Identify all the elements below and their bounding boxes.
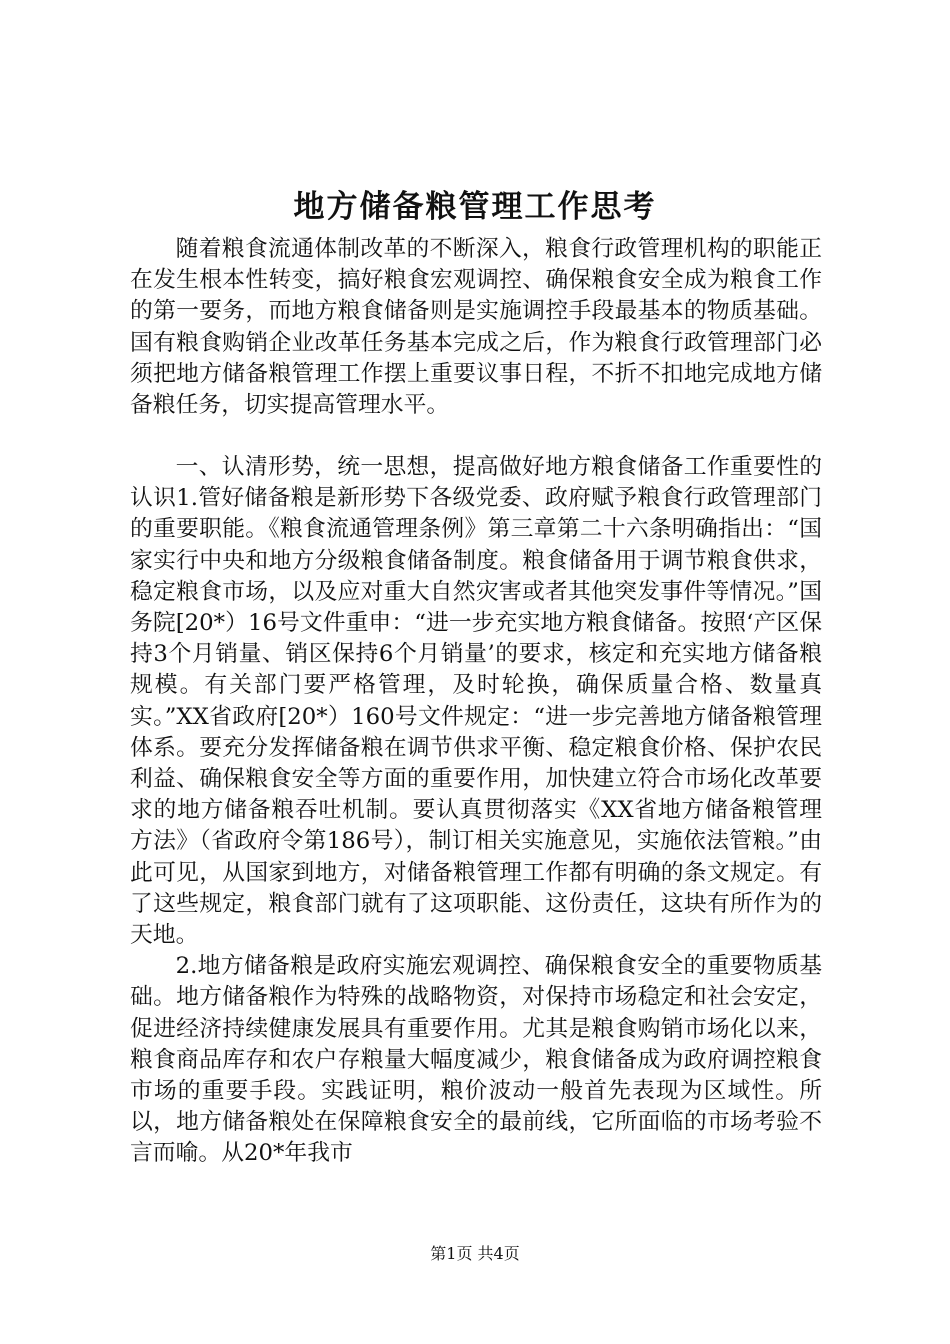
- document-title: 地方储备粮管理工作思考: [293, 189, 657, 225]
- section-one: [130, 452, 822, 1170]
- intro-section: [130, 234, 822, 421]
- paragraph-point-two: 2.地方储备粮是政府实施宏观调控、确保粮食安全的重要物质基础。地方储备粮作为特殊的战略物资，对保持市场稳定和社会安定，促进经济持续健康发展具有重要作用。尤其是粮食购销市场化以来，粮食商品库存和农户存粮量大幅度减少，粮食储备成为政府调控粮食市场的重要手段。实践证明，粮价波动一般首先表现为区域性。所以，地方储备粮处在保障粮食安全的最前线，它所面临的市场考验不言而喻。从20*年我市: [130, 953, 822, 1167]
- page-footer: 第1页 共4页: [430, 1244, 520, 1263]
- paragraph-intro: 随着粮食流通体制改革的不断深入，粮食行政管理机构的职能正在发生根本性转变，搞好粮食宏观调控、确保粮食安全成为粮食工作的第一要务，而地方粮食储备则是实施调控手段最基本的物质基础。国有粮食购销企业改革任务基本完成之后，作为粮食行政管理部门必须把地方储备粮管理工作摆上重要议事日程，不折不扣地完成地方储备粮任务，切实提高管理水平。: [130, 236, 822, 419]
- paragraph-section-one: 一、认清形势，统一思想，提高做好地方粮食储备工作重要性的认识1.管好储备粮是新形势下各级党委、政府赋予粮食行政管理部门的重要职能。《粮食流通管理条例》第三章第二十六条明确指出：“国家实行中央和地方分级粮食储备制度。粮食储备用于调节粮食供求，稳定粮食市场，以及应对重大自然灾害或者其他突发事件等情况。”国务院[20*）16号文件重申：“进一步充实地方粮食储备。按照‘产区保持3个月销量、销区保持6个月销量’的要求，核定和充实地方储备粮规模。有关部门要严格管理，及时轮换，确保质量合格、数量真实。”XX省政府[20*）160号文件规定：“进一步完善地方储备粮管理体系。要充分发挥储备粮在调节供求平衡、稳定粮食价格、保护农民利益、确保粮食安全等方面的重要作用，加快建立符合市场化改革要求的地方储备粮吞吐机制。要认真贯彻落实《XX省地方储备粮管理方法》（省政府令第186号），制订相关实施意见，实施依法管粮。”由此可见，从国家到地方，对储备粮管理工作都有明确的条文规定。有了这些规定，粮食部门就有了这项职能、这份责任，这块有所作为的天地。: [130, 454, 822, 949]
